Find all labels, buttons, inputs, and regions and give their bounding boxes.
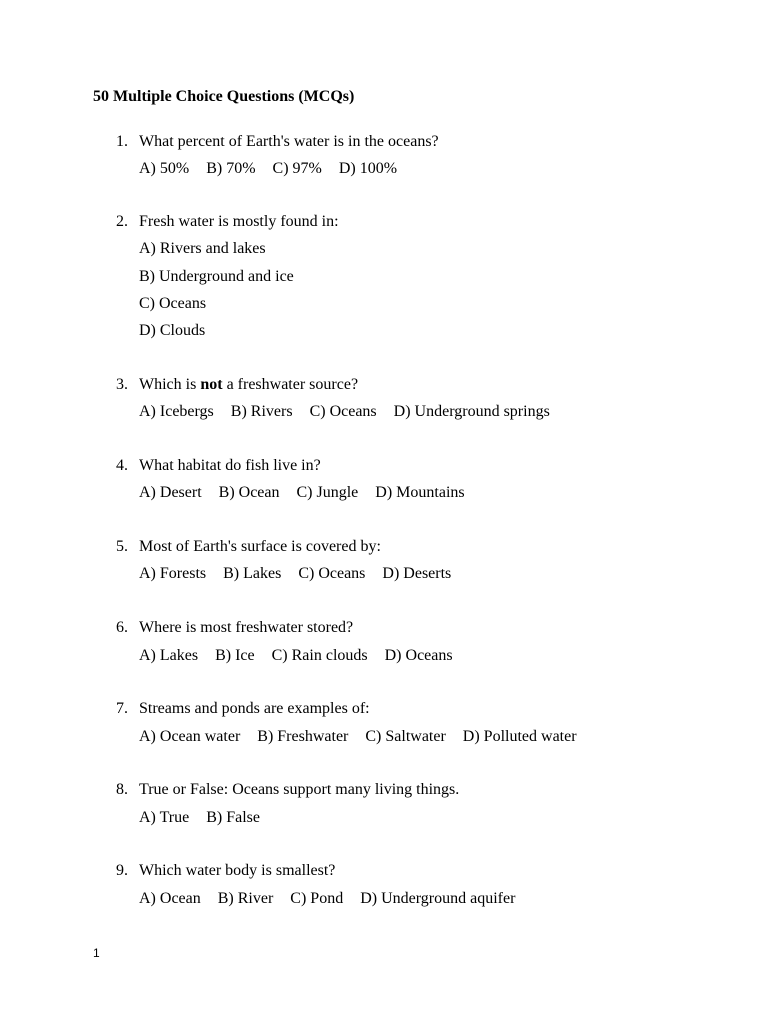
option-a: A) True (139, 809, 190, 826)
option-d: D) Mountains (375, 484, 465, 501)
option-b: B) Lakes (223, 565, 282, 582)
question-text (139, 375, 358, 395)
option-d: D) 100% (338, 160, 398, 177)
question-text-part: True or False: Oceans support many living things. (139, 781, 460, 798)
option-a: A) Ocean water (139, 728, 241, 745)
question-number: 2. (116, 213, 128, 230)
option-d: D) Clouds (139, 322, 206, 339)
option-c: C) Oceans (139, 295, 207, 312)
options-row (139, 402, 563, 422)
question-number: 4. (116, 457, 128, 474)
options-row (139, 646, 466, 666)
options-row (139, 564, 464, 584)
question-text-part: Streams and ponds are examples of: (139, 700, 370, 717)
option-d: D) Deserts (382, 565, 452, 582)
option-c: C) 97% (272, 160, 322, 177)
option-b: B) Ocean (218, 484, 280, 501)
question-number: 7. (116, 700, 128, 717)
option-b: B) Ice (215, 647, 255, 664)
question-number: 1. (116, 133, 128, 150)
question-number: 6. (116, 619, 128, 636)
question-number: 5. (116, 538, 128, 555)
document-title: 50 Multiple Choice Questions (MCQs) (93, 88, 355, 105)
question-text-part: What percent of Earth's water is in the oceans? (139, 133, 439, 150)
option-c: C) Oceans (298, 565, 366, 582)
options-row (139, 889, 528, 909)
option-d: D) Underground springs (393, 403, 550, 420)
question-text-part: Most of Earth's surface is covered by: (139, 538, 381, 555)
option-b: B) Underground and ice (139, 268, 294, 285)
question-text (139, 212, 339, 232)
option-c: C) Jungle (296, 484, 359, 501)
question-text (139, 618, 353, 638)
question-number: 9. (116, 862, 128, 879)
question-emphasis: not (200, 376, 223, 393)
question-text-part: Which water body is smallest? (139, 862, 336, 879)
option-c: C) Oceans (309, 403, 377, 420)
option-a: A) Lakes (139, 647, 199, 664)
option-a: A) 50% (139, 160, 190, 177)
option-d: D) Underground aquifer (360, 890, 516, 907)
question-text-part: Where is most freshwater stored? (139, 619, 354, 636)
option-b: B) False (206, 809, 261, 826)
options-row (139, 808, 273, 828)
question-text-part: What habitat do fish live in? (139, 457, 321, 474)
question-number: 8. (116, 781, 128, 798)
question-text (139, 699, 370, 719)
option-a: A) Icebergs (139, 403, 214, 420)
option-a: A) Ocean (139, 890, 201, 907)
page-number: 1 (93, 946, 100, 960)
option-a: A) Desert (139, 484, 202, 501)
option-b: B) Rivers (230, 403, 293, 420)
option-c: C) Saltwater (365, 728, 446, 745)
option-c: C) Rain clouds (271, 647, 368, 664)
options-row (139, 159, 410, 179)
option-a: A) Rivers and lakes (139, 240, 266, 257)
option-c: C) Pond (290, 890, 344, 907)
options-row (139, 483, 478, 503)
option-d: D) Polluted water (462, 728, 577, 745)
option-b: B) Freshwater (257, 728, 349, 745)
question-text (139, 456, 321, 476)
question-text (139, 861, 335, 881)
option-b: B) 70% (206, 160, 256, 177)
question-text (139, 132, 439, 152)
question-text (139, 780, 459, 800)
question-number: 3. (116, 376, 128, 393)
option-a: A) Forests (139, 565, 207, 582)
question-text-part: Fresh water is mostly found in: (139, 213, 339, 230)
option-b: B) River (217, 890, 274, 907)
options-row (139, 727, 590, 747)
question-text (139, 537, 381, 557)
question-text-part: Which is (139, 376, 201, 393)
option-d: D) Oceans (384, 647, 453, 664)
question-text-part: a freshwater source? (222, 376, 359, 393)
